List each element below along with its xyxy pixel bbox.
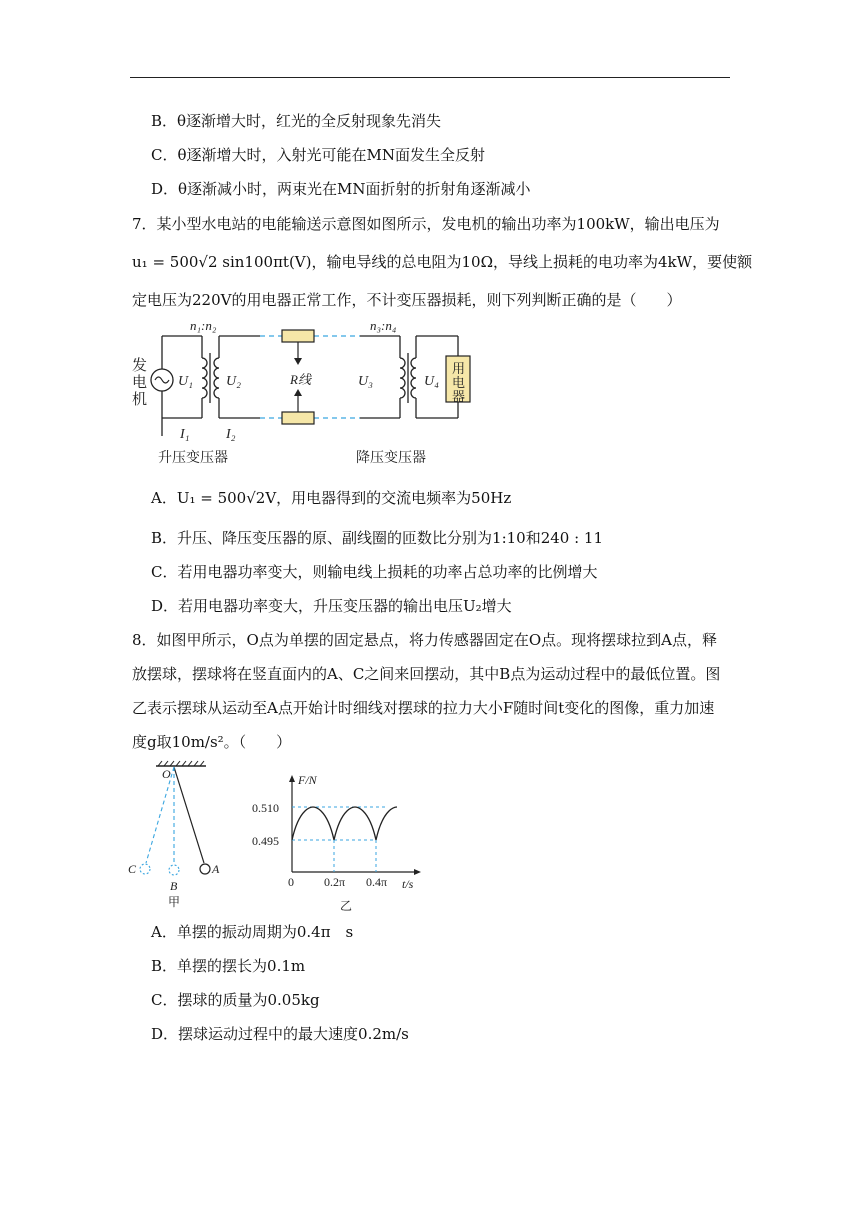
- q8-stem-line2: 放摆球，摆球将在竖直面内的A、C之间来回摆动，其中B点为运动过程中的最低位置。图: [132, 665, 721, 683]
- step-down-caption: 降压变压器: [356, 450, 426, 466]
- x-tick-02pi: 0.2π: [324, 875, 346, 889]
- force-time-chart: [250, 772, 430, 912]
- fig-yi-caption: 乙: [340, 899, 353, 912]
- fig-jia-caption: 甲: [168, 895, 181, 909]
- q7-option-a: A．U₁ = 500√2V，用电器得到的交流电频率为50Hz: [151, 489, 512, 507]
- generator-label-2: 电: [132, 373, 148, 391]
- q7-stem-line3: 定电压为220V的用电器正常工作，不计变压器损耗，则下列判断正确的是（ ）: [132, 291, 682, 309]
- label-i2: I₂: [226, 427, 236, 442]
- header-rule: [130, 77, 730, 78]
- q6-option-c: C．θ逐渐增大时，入射光可能在MN面发生全反射: [151, 146, 485, 164]
- q7-option-b: B．升压、降压变压器的原、副线圈的匝数比分别为1:10和240 : 11: [151, 529, 604, 547]
- q8-option-d: D．摆球运动过程中的最大速度0.2m/s: [151, 1025, 409, 1043]
- q8-stem-line3: 乙表示摆球从运动至A点开始计时细线对摆球的拉力大小F随时间t变化的图像，重力加速: [132, 699, 715, 717]
- ratio-n1-n2: n₁:n₂: [190, 318, 217, 333]
- chart-y-label: F/N: [298, 773, 317, 787]
- label-r-line: R线: [290, 372, 311, 387]
- point-a-label: A: [212, 862, 220, 876]
- q8-option-a: A．单摆的振动周期为0.4π s: [151, 923, 354, 941]
- q7-stem-line2: u₁ = 500√2 sin100πt(V)，输电导线的总电阻为10Ω，导线上损耗的电功率为4kW，要使额: [132, 253, 753, 271]
- q7-circuit-diagram: [130, 318, 480, 470]
- q8-option-c: C．摆球的质量为0.05kg: [151, 991, 320, 1009]
- x-tick-04pi: 0.4π: [366, 875, 388, 889]
- generator-label-3: 机: [132, 390, 148, 408]
- q7-stem-line1: 7．某小型水电站的电能输送示意图如图所示，发电机的输出功率为100kW，输出电压为: [132, 215, 720, 233]
- appliance-label-3: 器: [452, 390, 466, 405]
- label-u2: U₂: [226, 374, 241, 389]
- generator-label-1: 发: [132, 356, 148, 374]
- x-tick-0: 0: [288, 875, 294, 889]
- q6-option-d: D．θ逐渐减小时，两束光在MN面折射的折射角逐渐减小: [151, 180, 531, 198]
- q6-option-b: B．θ逐渐增大时，红光的全反射现象先消失: [151, 112, 442, 130]
- point-b-label: B: [170, 879, 178, 893]
- label-i1: I₁: [180, 427, 190, 442]
- label-u4: U₄: [424, 374, 439, 389]
- appliance-label-2: 电: [452, 376, 466, 391]
- q7-option-d: D．若用电器功率变大，升压变压器的输出电压U₂增大: [151, 597, 512, 615]
- pendulum-diagram: [126, 760, 236, 910]
- q8-stem-line4: 度g取10m/s²。（ ）: [132, 733, 292, 751]
- q7-option-c: C．若用电器功率变大，则输电线上损耗的功率占总功率的比例增大: [151, 563, 598, 581]
- point-o-label: O: [162, 767, 171, 781]
- y-tick-0510: 0.510: [252, 801, 279, 815]
- q8-stem-line1: 8．如图甲所示，O点为单摆的固定悬点，将力传感器固定在O点。现将摆球拉到A点，释: [132, 631, 717, 649]
- y-tick-0495: 0.495: [252, 834, 279, 848]
- label-u3: U₃: [358, 374, 373, 389]
- label-u1: U₁: [178, 374, 193, 389]
- force-curve: [292, 807, 397, 840]
- appliance-label-1: 用: [452, 362, 466, 377]
- q8-option-b: B．单摆的摆长为0.1m: [151, 957, 306, 975]
- chart-x-label: t/s: [402, 877, 414, 891]
- ratio-n3-n4: n₃:n₄: [370, 318, 397, 333]
- point-c-label: C: [128, 862, 137, 876]
- step-up-caption: 升压变压器: [158, 450, 228, 466]
